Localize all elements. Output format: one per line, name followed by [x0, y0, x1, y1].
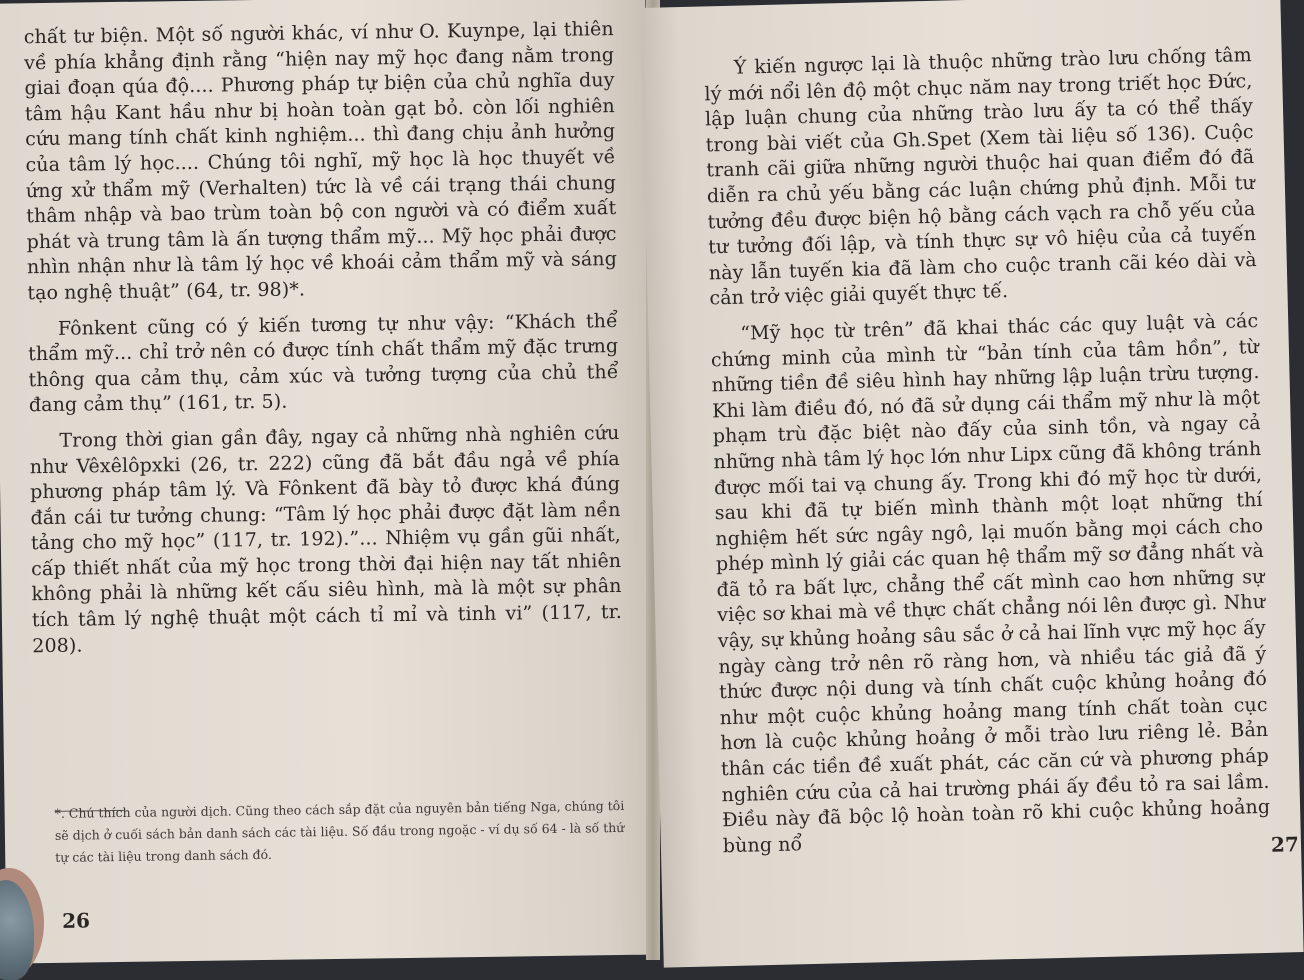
left-paragraph-1: chất tư biện. Một số người khác, ví như O. Kuynpe, lại thiên về phía khẳng định rằng “hiện nay mỹ học đang nằm trong giai đoạn qúa độ.... Phương pháp tự biện của chủ nghĩa duy tâm hậu Kant hầu như bị hoàn toàn gạt bỏ. còn lối nghiên cứu mang tính chất kinh nghiệm... thì đang chịu ảnh hưởng của tâm lý học.... Chúng tôi nghĩ, mỹ học là học thuyết về ứng xử thẩm mỹ (Verhalten) tức là về cái trạng thái chung thâm nhập và bao trùm toàn bộ con người và có điểm xuất phát và trung tâm là ấn tượng thẩm mỹ... Mỹ học phải được nhìn nhận như là tâm lý học về khoái cảm thẩm mỹ và sáng tạo nghệ thuật” (64, tr. 98)*.: [23, 18, 618, 305]
left-paragraph-2: Fônkent cũng có ý kiến tương tự như vậy: “Khách thể thẩm mỹ... chỉ trở nên có được tính chất thẩm mỹ đặc trưng thông qua cảm thụ, cảm xúc và tưởng tượng của chủ thể đang cảm thụ” (161, tr. 5).: [28, 309, 619, 417]
page-number-left: 26: [61, 908, 91, 933]
left-book-page: [0, 0, 659, 964]
footnote: *. Chú thích của người dịch. Cũng theo cách sắp đặt của nguyên bản tiếng Nga, chúng tôi sẽ dịch ở cuối sách bản danh sách các tài liệu. Số đầu trong ngoặc - ví dụ số 64 - là số thứ tự các tài liệu trong danh sách đó.: [54, 797, 625, 865]
right-paragraph-2: “Mỹ học từ trên” đã khai thác các quy luật và các chứng minh của mình từ “bản tính của tâm hồn”, từ những tiền đề siêu hình hay những lập luận trừu tượng. Khi làm điều đó, nó đã sử dụng cái thẩm mỹ như là một phạm trù đặc biệt nào đấy của sinh tồn, và ngay cả những nhà tâm lý học lớn như Lipx cũng đã không tránh được mối tai vạ chung ấy. Trong khi đó mỹ học từ dưới, sau khi đã tự biến mình thành một loạt những thí nghiệm hết sức ngây ngô, lại muốn bằng mọi cách cho phép mình lý giải các quan hệ thẩm mỹ sơ đẳng nhất và đã tỏ ra bất lực, chẳng thể cất mình cao hơn những sự việc sơ khai mà về thực chất chẳng nói lên được gì. Như vậy, sự khủng hoảng sâu sắc ở cả hai lĩnh vực mỹ học ấy ngày càng trở nên rõ ràng hơn, và nhiều tác giả đã ý thức được nội dung và tính chất cuộc khủng hoảng đó như một cuộc khủng hoảng mang tính chất toàn cục hơn là cuộc khủng hoảng ở mỗi trào lưu riêng lẻ. Bản thân các tiền đề xuất phát, các căn cứ và phương pháp nghiên cứu của cả hai trường phái ấy đều tỏ ra sai lầm. Điều này đã bộc lộ hoàn toàn rõ khi cuộc khủng hoảng bùng nổ: [710, 309, 1271, 858]
right-paragraph-1: Ý kiến ngược lại là thuộc những trào lưu chống tâm lý mới nổi lên độ một chục năm nay trong triết học Đức, lập luận chung của những trào lưu ấy ta có thể thấy trong bài viết của Gh.Spet (Xem tài liệu số 136). Cuộc tranh cãi giữa những người thuộc hai quan điểm đó đã diễn ra chủ yếu bằng các luận chứng phủ định. Mỗi tư tưởng đều được biện hộ bằng cách vạch ra chỗ yếu của tư tưởng đối lập, và tính thực sự vô hiệu của cả tuyến này lẫn tuyến kia đã làm cho cuộc tranh cãi kéo dài và cản trở việc giải quyết thực tế.: [704, 44, 1257, 310]
right-book-page: [640, 0, 1303, 968]
right-page-text: [704, 43, 1271, 860]
left-paragraph-3: Trong thời gian gần đây, ngay cả những nhà nghiên cứu như Vêxêlôpxki (26, tr. 222) cũng đã bắt đầu ngả về phía phương pháp tâm lý. Và Fônkent đã bày tỏ được khá đúng đắn cái tư tưởng chung: “Tâm lý học phải được đặt làm nền tảng cho mỹ học” (117, tr. 192).”... Nhiệm vụ gần gũi nhất, cấp thiết nhất của mỹ học trong thời đại hiện nay tất nhiên không phải là những kết cấu siêu hình, mà là một sự phân tích tâm lý nghệ thuật một cách tỉ mỉ và tinh vi” (117, tr. 208).: [29, 421, 623, 657]
left-page-text: [24, 17, 623, 659]
page-number-right: 27: [1270, 832, 1300, 857]
